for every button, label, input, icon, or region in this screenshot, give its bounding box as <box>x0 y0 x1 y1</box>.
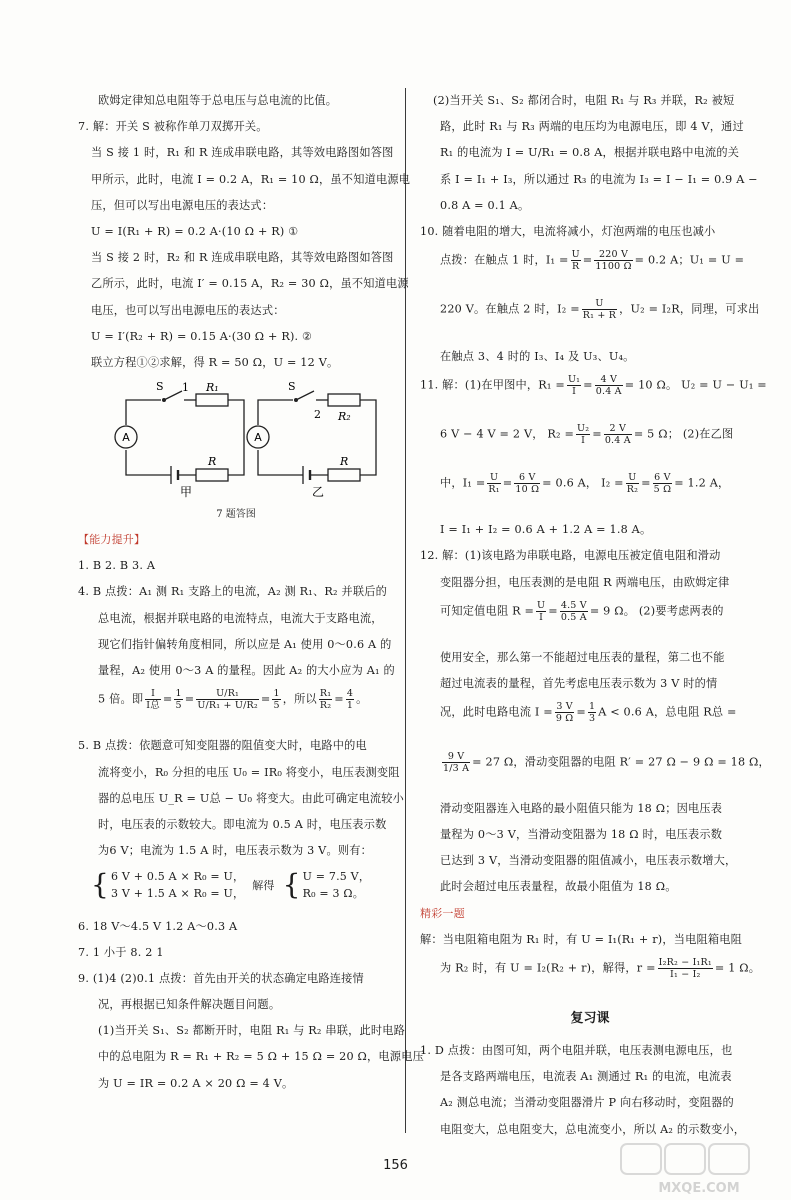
text-line: 欧姆定律知总电阻等于总电压与总电流的比值。 <box>98 94 338 107</box>
fraction-numerator: 4 V <box>595 374 623 386</box>
text-line: 1. D 点拨：由图可知，两个电阻并联，电压表测电源电压，也 <box>420 1044 733 1058</box>
fraction-numerator: 4.5 V <box>560 599 587 611</box>
text-run: 中，I₁ = <box>440 476 486 490</box>
text-run: = <box>582 253 593 267</box>
text-line: 当 S 接 1 时，R₁ 和 R 连成串联电路，其等效电路图如答图 <box>91 146 394 160</box>
resistor-label: R₁ <box>206 381 219 395</box>
text-run: = <box>592 427 602 441</box>
text-run: = 0.2 A；U₁ = U = <box>634 253 745 267</box>
watermark-text: MXQE.COM <box>658 1181 740 1196</box>
fraction <box>174 688 182 711</box>
fraction <box>514 472 540 495</box>
fraction-denominator: U/R₁ + U/R₂ <box>197 700 258 712</box>
switch-blade <box>296 391 314 400</box>
ammeter-label: A <box>122 431 130 445</box>
fraction-denominator: 5 <box>273 700 280 712</box>
system-equations <box>111 868 244 902</box>
fraction <box>536 600 546 623</box>
fraction <box>567 374 581 397</box>
text-run: 11. 解：(1)在甲图中，R₁ = <box>420 378 565 392</box>
fraction-denominator: R₂ <box>319 700 332 712</box>
fraction-numerator: U <box>487 472 500 484</box>
text-run: ，U₂ = I₂R，同理，可求出 <box>619 302 760 316</box>
text-line: 压，但可以写出电源电压的表达式： <box>91 198 274 212</box>
wire <box>126 400 161 425</box>
formula-line <box>420 423 760 463</box>
text-line: 5. B 点拨：依题意可知变阻器的阻值变大时，电路中的电 <box>78 739 367 753</box>
text-line: 况，再根据已知条件解决题目问题。 <box>98 998 281 1012</box>
equation-2: 3 V + 1.5 A × R₀ = U， <box>111 887 245 901</box>
contact-number: 1 <box>182 381 189 395</box>
fraction-denominator: R₂ <box>626 484 639 496</box>
formula-line <box>420 249 760 289</box>
wire <box>258 450 303 475</box>
fraction-numerator: I₂R₂ − I₁R₁ <box>658 956 712 968</box>
text-line: 是各支路两端电压，电流表 A₁ 测通过 R₁ 的电流，电流表 <box>440 1070 732 1084</box>
fraction-denominator: 0.4 A <box>604 434 631 446</box>
fraction-denominator: 3 <box>588 713 596 725</box>
fraction-denominator: 0.4 A <box>595 385 622 397</box>
text-run: = <box>334 692 344 706</box>
text-line: (2)当开关 S₁、S₂ 都闭合时，电阻 R₁ 与 R₃ 并联，R₂ 被短 <box>433 94 735 107</box>
text-line: 1. B 2. B 3. A <box>78 559 156 573</box>
fraction-denominator: 9 Ω <box>555 713 574 725</box>
resistor-top <box>196 394 228 406</box>
text-run: = <box>260 692 271 706</box>
circuit-name: 甲 <box>179 485 193 499</box>
fraction <box>555 701 575 724</box>
fraction-denominator: I <box>581 434 586 446</box>
fraction <box>595 374 623 397</box>
formula-line <box>420 472 760 512</box>
fraction <box>272 688 280 711</box>
text-run: 为 R₂ 时，有 U = I₂(R₂ + r)，解得，r = <box>440 961 656 975</box>
text-line: 器的总电压 U_R = U总 − U₀ 将变大。由此可确定电流较小 <box>98 791 405 805</box>
circuit-figure <box>78 380 394 500</box>
text-run: 6 V − 4 V = 2 V， R₂ = <box>440 427 575 441</box>
text-run: A < 0.6 A，总电阻 R总 = <box>598 705 737 719</box>
text-line: 超过电流表的量程，首先考虑电压表示数为 3 V 时的情 <box>440 677 718 691</box>
review-title: 复习课 <box>570 1011 610 1027</box>
text-line: A₂ 测总电流；当滑动变阻器滑片 P 向右移动时，变阻器的 <box>440 1096 734 1110</box>
fraction <box>196 688 259 711</box>
fraction-numerator: 1 <box>588 701 596 713</box>
text-line: 中的总电阻为 R = R₁ + R₂ = 5 Ω + 15 Ω = 20 Ω，电源电压 <box>98 1050 424 1064</box>
switch-label: S <box>156 380 164 394</box>
text-line: 变阻器分担，电压表测的是电阻 R 两端电压，由欧姆定律 <box>440 575 730 589</box>
resistor-r-label: R <box>340 455 349 469</box>
text-line: R₁ 的电流为 I = U/R₁ = 0.8 A，根据并联电路中电流的关 <box>440 146 740 160</box>
fraction <box>582 298 617 321</box>
text-run: 220 V。在触点 2 时，I₂ = <box>440 302 580 316</box>
text-line: 电阻变大，总电阻变大，总电流变小，所以 A₂ 的示数变小， <box>440 1122 746 1136</box>
text-line: 使用安全，那么第一不能超过电压表的量程，第二也不能 <box>440 651 725 664</box>
text-line: 已达到 3 V，当滑动变阻器的阻值减小，电压表示数增大， <box>440 854 737 868</box>
wire <box>228 400 244 475</box>
fraction <box>145 688 161 711</box>
text-run: = <box>184 692 195 706</box>
fraction-denominator: R₁ + R <box>582 310 617 322</box>
formula-line <box>420 373 767 414</box>
text-line: 12. 解：(1)该电路为串联电路，电源电压被定值电阻和滑动 <box>420 549 721 563</box>
fraction-numerator: 9 V <box>442 751 470 763</box>
fraction-numerator: 220 V <box>594 249 632 261</box>
fraction-numerator: 1 <box>273 688 280 700</box>
text-run: 况，此时电路电流 I = <box>440 705 553 719</box>
fraction-numerator: 6 V <box>654 472 671 484</box>
text-line: 6. 18 V～4.5 V 1.2 A～0.3 A <box>78 919 238 933</box>
resistor-r-label: R <box>208 455 217 469</box>
wire <box>126 450 171 475</box>
text-line: 系 I = I₁ + I₃，所以通过 R₃ 的电流为 I₃ = I − I₁ = 0.9 A − <box>440 172 758 186</box>
text-run: = 27 Ω，滑动变阻器的电阻 R′ = 27 Ω − 9 Ω = 18 Ω， <box>472 755 770 769</box>
ammeter-label: A <box>254 431 262 445</box>
text-line: 当 S 接 2 时，R₂ 和 R 连成串联电路，其等效电路图如答图 <box>91 251 394 265</box>
switch-blade <box>164 391 182 400</box>
text-run: = <box>576 705 586 719</box>
fraction <box>604 423 632 446</box>
formula-line <box>420 600 760 640</box>
left-column <box>78 92 424 1101</box>
text-line: 路，此时 R₁ 与 R₃ 两端的电压均为电源电压，即 4 V，通过 <box>440 120 744 134</box>
text-line: 0.8 A = 0.1 A。 <box>440 198 530 212</box>
circuit-diagram <box>78 380 394 498</box>
wire <box>360 400 376 475</box>
text-run: = 1 Ω。 <box>714 961 761 975</box>
text-line: 9. (1)4 (2)0.1 点拨：首先由开关的状态确定电路连接情 <box>78 971 364 985</box>
switch-label: S <box>288 380 296 394</box>
fraction-denominator: 5 <box>175 700 182 712</box>
page-number: 156 <box>383 1158 408 1173</box>
fraction-numerator: U₂ <box>577 422 590 434</box>
text-line: 此时会超过电压表量程，故最小阻值为 18 Ω。 <box>440 880 677 894</box>
text-run: = 9 Ω。 (2)要考虑两表的 <box>589 604 724 618</box>
formula-line <box>420 750 770 791</box>
resistor-label: R₂ <box>338 410 351 424</box>
text-line: 现它们指针偏转角度相同，所以应是 A₁ 使用 0～0.6 A 的 <box>98 637 392 651</box>
text-line: U = I′(R₂ + R) = 0.15 A·(30 Ω + R). ② <box>91 329 313 343</box>
fraction-denominator: R <box>572 261 580 273</box>
section-heading-ability: 【能力提升】 <box>78 533 146 547</box>
fraction-numerator: U <box>537 599 546 611</box>
fraction <box>560 600 588 623</box>
text-run: 5 倍。即 <box>98 692 144 706</box>
text-line: 4. B 点拨：A₁ 测 R₁ 支路上的电流，A₂ 测 R₁、R₂ 并联后的 <box>78 585 387 599</box>
circuit-name: 乙 <box>311 485 325 499</box>
text-line: 电压，也可以写出电源电压的表达式： <box>91 303 285 317</box>
fraction <box>658 957 713 980</box>
text-run: = 5 Ω； (2)在乙图 <box>633 427 734 441</box>
result-1: U = 7.5 V， <box>302 870 371 884</box>
fraction <box>576 423 590 446</box>
fraction <box>626 472 639 495</box>
wire <box>258 400 293 425</box>
brace: { <box>282 868 301 902</box>
text-line: 滑动变阻器连入电路的最小阻值只能为 18 Ω；因电压表 <box>440 801 723 815</box>
fraction-numerator: U <box>582 298 617 310</box>
fraction <box>487 472 500 495</box>
text-run: ，所以 <box>282 692 317 706</box>
fraction-denominator: 1/3 A <box>443 762 470 774</box>
fraction-numerator: 3 V <box>556 701 573 713</box>
fraction <box>571 249 581 272</box>
fraction-numerator: U <box>626 472 639 484</box>
fraction <box>594 249 632 272</box>
text-run: = 1.2 A， <box>674 476 730 490</box>
text-run: = 0.6 A， I₂ = <box>542 476 624 490</box>
fraction-denominator: I₁ − I₂ <box>670 968 701 980</box>
fraction <box>319 688 332 711</box>
equation-1: 6 V + 0.5 A × R₀ = U， <box>111 870 245 884</box>
right-column <box>420 92 770 1147</box>
fraction-numerator: 1 <box>175 688 182 700</box>
system-results <box>303 868 370 902</box>
contact-number: 2 <box>314 408 321 422</box>
text-line: 乙所示，此时，电流 I′ = 0.15 A，R₂ = 30 Ω，虽不知道电源 <box>91 277 409 291</box>
text-line: 在触点 3、4 时的 I₃、I₄ 及 U₃、U₄。 <box>440 349 635 363</box>
text-line: 时，电压表的示数较大。即电流为 0.5 A 时，电压表示数 <box>98 817 387 831</box>
watermark-logo <box>619 1140 779 1196</box>
result-2: R₀ = 3 Ω。 <box>302 887 364 901</box>
fraction-numerator: 4 <box>346 688 354 700</box>
fraction-denominator: 1100 Ω <box>595 261 632 273</box>
fraction-denominator: 5 Ω <box>653 484 672 496</box>
solve-word: 解得 <box>252 878 275 892</box>
fraction-numerator: U/R₁ <box>196 688 259 700</box>
text-run: = <box>583 378 593 392</box>
text-line: 7. 解：开关 S 被称作单刀双掷开关。 <box>78 120 268 134</box>
resistor-r <box>196 469 228 481</box>
fraction <box>346 688 354 711</box>
fraction-denominator: I总 <box>146 700 160 712</box>
column-divider <box>405 88 406 1133</box>
fraction-denominator: R₁ <box>488 484 500 496</box>
text-run: = 10 Ω。 U₂ = U − U₁ = <box>624 378 767 392</box>
text-line: I = I₁ + I₂ = 0.6 A + 1.2 A = 1.8 A。 <box>440 523 652 537</box>
formula-line <box>420 701 760 741</box>
fraction-numerator: R₁ <box>319 688 332 700</box>
figure-caption: 7 题答图 <box>216 509 256 521</box>
fraction-numerator: 6 V <box>514 472 540 484</box>
text-line: 10. 随着电阻的增大，电流将减小，灯泡两端的电压也减小 <box>420 224 716 238</box>
text-line: 流将变小，R₀ 分担的电压 U₀ = IR₀ 将变小，电压表测变阻 <box>98 765 400 779</box>
text-run: 。 <box>356 692 368 706</box>
equation-system <box>78 868 394 908</box>
fraction-denominator: I <box>572 385 577 397</box>
text-line: 量程为 0～3 V，当滑动变阻器为 18 Ω 时，电压表示数 <box>440 827 723 841</box>
text-run: 可知定值电阻 R = <box>440 604 535 618</box>
text-run: = <box>641 476 651 490</box>
resistor-r <box>328 469 360 481</box>
fraction-numerator: U <box>571 249 580 261</box>
fraction <box>442 751 470 774</box>
text-line: 联立方程①②求解，得 R = 50 Ω，U = 12 V。 <box>91 355 339 369</box>
text-line: (1)当开关 S₁、S₂ 都断开时，电阻 R₁ 与 R₂ 串联，此时电路 <box>98 1024 406 1038</box>
fraction <box>588 701 596 724</box>
fraction-denominator: 1 <box>346 700 354 712</box>
fraction-numerator: U₁ <box>567 373 581 385</box>
text-line: 7. 1 小于 8. 2 1 <box>78 945 164 959</box>
formula-line <box>420 298 760 338</box>
fraction-numerator: 2 V <box>604 423 632 435</box>
fraction-denominator: 10 Ω <box>515 484 540 496</box>
brace: { <box>91 868 110 902</box>
text-line: 为 U = IR = 0.2 A × 20 Ω = 4 V。 <box>98 1076 294 1090</box>
text-line: U = I(R₁ + R) = 0.2 A·(10 Ω + R) ① <box>91 224 299 238</box>
text-line: 解：当电阻箱电阻为 R₁ 时，有 U = I₁(R₁ + r)，当电阻箱电阻 <box>420 932 743 946</box>
section-heading-highlight: 精彩一题 <box>420 906 465 920</box>
text-line: 为6 V；电流为 1.5 A 时，电压表示数为 3 V。则有： <box>98 844 372 858</box>
fraction-denominator: 0.5 A <box>560 611 587 623</box>
text-run: = <box>502 476 513 490</box>
resistor-top <box>328 394 360 406</box>
text-run: = <box>548 604 558 618</box>
text-line: 量程，A₂ 使用 0～3 A 的量程。因此 A₂ 的大小应为 A₁ 的 <box>98 664 395 677</box>
formula-line <box>78 688 394 728</box>
text-run: = <box>162 692 173 706</box>
text-line: 总电流，根据并联电路的电流特点，电流大于支路电流， <box>98 611 383 625</box>
fraction-numerator: I <box>145 688 161 700</box>
formula-line <box>420 957 760 997</box>
fraction-denominator: I <box>539 611 544 623</box>
fraction <box>653 472 673 495</box>
text-run: 点拨：在触点 1 时，I₁ = <box>440 253 569 267</box>
text-line: 甲所示，此时，电流 I = 0.2 A，R₁ = 10 Ω，虽不知道电源电 <box>91 172 411 186</box>
